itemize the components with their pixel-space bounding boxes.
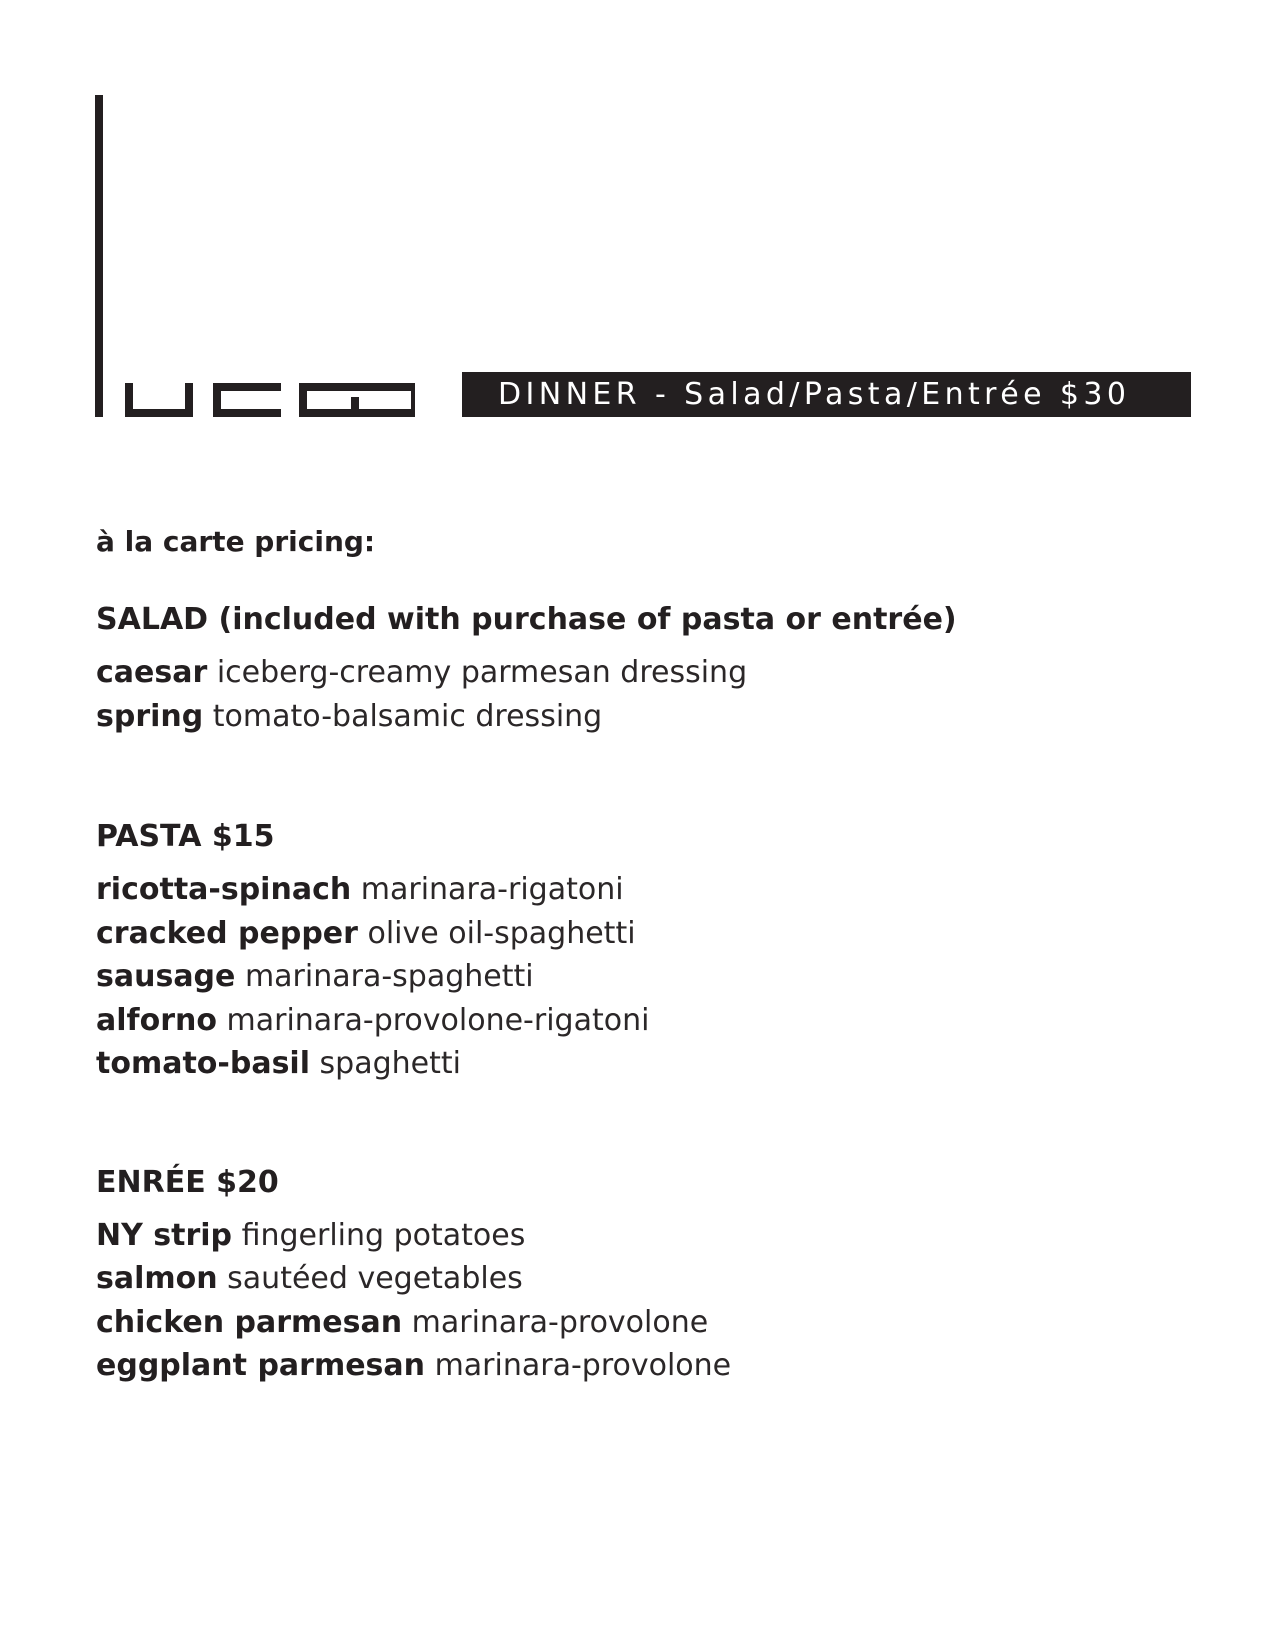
item-name: tomato-basil [96, 1046, 310, 1081]
menu-item [96, 1344, 1196, 1388]
item-description: iceberg-creamy parmesan dressing [216, 655, 748, 690]
item-description: marinara-provolone-rigatoni [226, 1002, 650, 1038]
item-name: cracked pepper [96, 915, 358, 951]
item-description: spaghetti [319, 1046, 461, 1081]
salad-section [96, 599, 1196, 738]
item-name: chicken parmesan [96, 1304, 403, 1340]
item-name: spring [96, 698, 204, 734]
item-name: NY strip [96, 1217, 233, 1253]
entree-section [96, 1162, 1196, 1388]
menu-item [96, 912, 1196, 956]
item-name: ricotta-spinach [96, 872, 352, 907]
menu-item [96, 1214, 1196, 1258]
item-description: marinara-rigatoni [360, 872, 624, 907]
item-description: marinara-provolone [434, 1348, 732, 1383]
menu-item [96, 1042, 1196, 1086]
item-name: alforno [96, 1002, 217, 1038]
entree-heading: ENRÉE $20 [96, 1164, 279, 1200]
item-name: caesar [96, 655, 208, 690]
dinner-banner-text: DINNER - Salad/Pasta/Entrée $30 [498, 377, 1131, 412]
item-description: marinara-spaghetti [244, 959, 534, 994]
lucca-logo [95, 95, 415, 417]
pasta-heading: PASTA $15 [96, 819, 275, 854]
item-description: tomato-balsamic dressing [212, 698, 603, 734]
item-name: salmon [96, 1261, 218, 1296]
menu-item [96, 868, 1196, 912]
pasta-section [96, 816, 1196, 1086]
menu-item [96, 695, 1196, 739]
menu-content [96, 522, 1196, 1388]
item-name: sausage [96, 959, 236, 994]
menu-item [96, 955, 1196, 999]
item-description: marinara-provolone [411, 1304, 709, 1340]
menu-item [96, 1301, 1196, 1345]
dinner-banner [462, 372, 1191, 417]
item-name: eggplant parmesan [96, 1348, 426, 1383]
item-description: olive oil-spaghetti [367, 915, 636, 951]
menu-item [96, 1257, 1196, 1301]
menu-item [96, 651, 1196, 695]
item-description: sautéed vegetables [227, 1261, 523, 1296]
lucca-logo-mark [95, 95, 415, 417]
salad-heading: SALAD (included with purchase of pasta or entrée) [96, 602, 957, 637]
pricing-label: à la carte pricing: [96, 525, 376, 558]
menu-item [96, 999, 1196, 1043]
item-description: fingerling potatoes [241, 1217, 526, 1253]
